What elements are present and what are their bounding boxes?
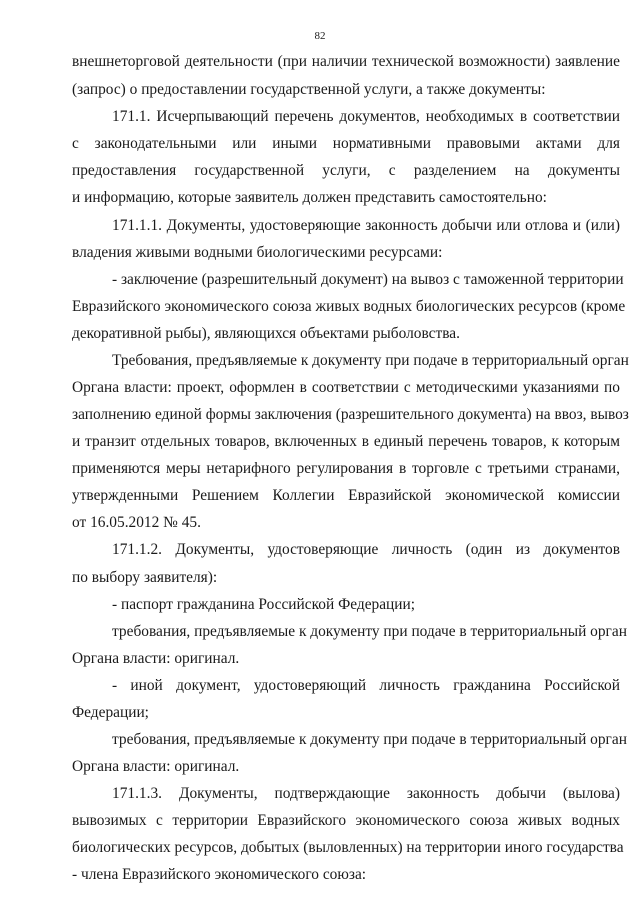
text-line: Требования, предъявляемые к документу при подаче в территориальный орган [112, 352, 629, 369]
text-line: владения живыми водными биологическими ресурсами: [72, 244, 443, 261]
text-line: декоративной рыбы), являющихся объектами рыболовства. [72, 325, 460, 342]
text-line: от 16.05.2012 № 45. [72, 514, 201, 531]
text-line: и информацию, которые заявитель должен представить самостоятельно: [72, 189, 547, 206]
text-line: требования, предъявляемые к документу при подаче в территориальный орган [112, 623, 627, 640]
text-line: 171.1.1. Документы, удостоверяющие законность добычи или отлова и (или) [112, 217, 620, 234]
text-line: 171.1.2. Документы, удостоверяющие личность (один из документов [112, 541, 620, 558]
text-line: Евразийского экономического союза живых водных биологических ресурсов (кроме [72, 298, 626, 315]
text-line: заполнению единой формы заключения (разрешительного документа) на ввоз, вывоз [72, 406, 629, 423]
page-number: 82 [314, 30, 326, 42]
text-line: биологических ресурсов, добытых (выловленных) на территории иного государства [72, 839, 624, 856]
text-line: Органа власти: оригинал. [72, 758, 240, 775]
text-line: Органа власти: проект, оформлен в соответствии с методическими указаниями по [72, 379, 620, 396]
text-line: - заключение (разрешительный документ) на вывоз с таможенной территории [112, 271, 624, 288]
text-line: с законодательными или иными нормативными правовыми актами для [72, 135, 620, 152]
text-line: 171.1. Исчерпывающий перечень документов, необходимых в соответствии [112, 108, 620, 125]
text-line: (запрос) о предоставлении государственной услуги, а также документы: [72, 81, 546, 98]
text-line: утвержденными Решением Коллегии Евразийской экономической комиссии [72, 487, 620, 504]
text-line: - паспорт гражданина Российской Федерации; [112, 596, 416, 613]
text-line: Органа власти: оригинал. [72, 650, 240, 667]
text-line: 171.1.3. Документы, подтверждающие законность добычи (вылова) [112, 785, 620, 802]
text-line: - члена Евразийского экономического союза: [72, 866, 367, 883]
text-line: внешнеторговой деятельности (при наличии технической возможности) заявление [72, 53, 620, 70]
text-line: и транзит отдельных товаров, включенных в единый перечень товаров, к которым [72, 433, 620, 450]
text-line: вывозимых с территории Евразийского экономического союза живых водных [72, 812, 620, 829]
text-line: предоставления государственной услуги, с разделением на документы [72, 162, 620, 179]
text-line: применяются меры нетарифного регулирования в торговле с третьими странами, [72, 460, 620, 477]
text-line: - иной документ, удостоверяющий личность гражданина Российской [112, 677, 620, 694]
text-line: требования, предъявляемые к документу при подаче в территориальный орган [112, 731, 627, 748]
text-line: по выбору заявителя): [72, 569, 218, 586]
text-line: Федерации; [72, 704, 149, 721]
